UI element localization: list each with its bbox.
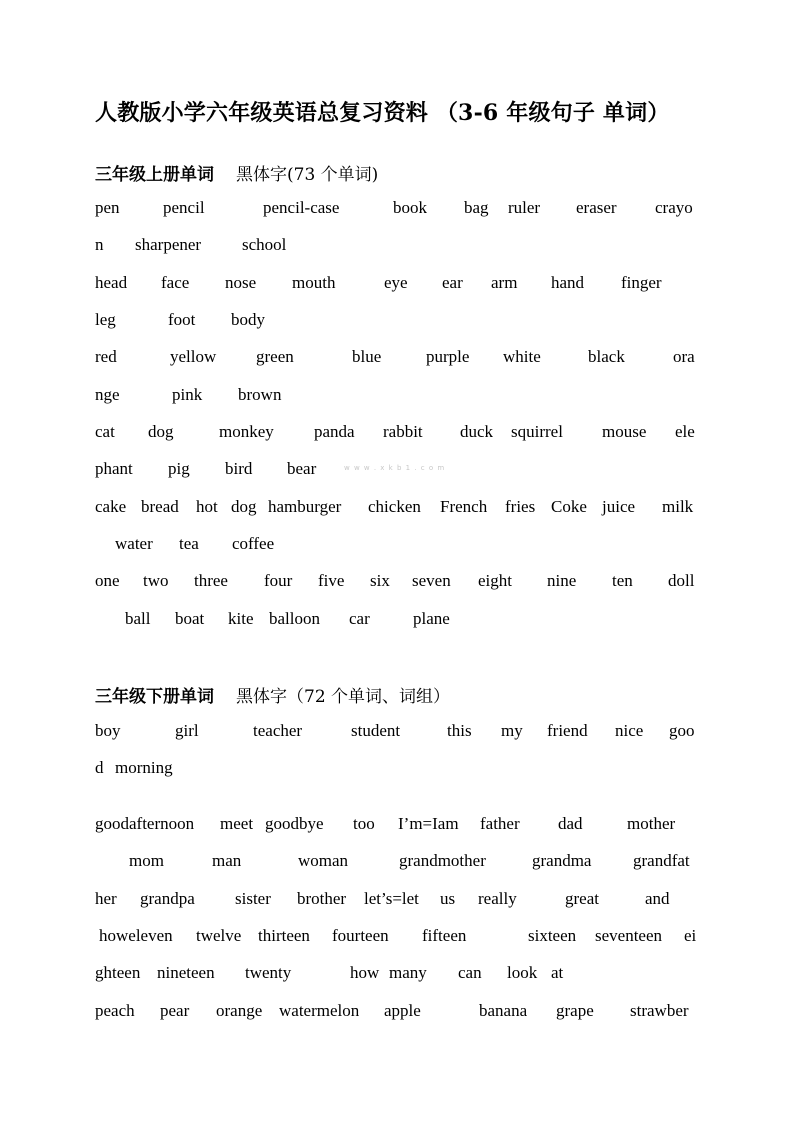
word: twelve xyxy=(196,926,242,945)
word-line xyxy=(95,198,700,224)
word: eight xyxy=(478,571,512,590)
word: dog xyxy=(148,422,174,441)
word: I’m=Iam xyxy=(398,814,459,833)
word: howeleven xyxy=(99,926,173,945)
word-line xyxy=(95,926,700,952)
word: coffee xyxy=(232,534,275,553)
word: tea xyxy=(179,534,199,553)
word: rabbit xyxy=(383,422,423,441)
word: grandma xyxy=(532,851,592,870)
word: finger xyxy=(621,273,662,292)
word: green xyxy=(256,347,294,366)
word: d xyxy=(95,758,104,777)
word: sister xyxy=(235,889,271,908)
word: mouse xyxy=(602,422,647,441)
word: ten xyxy=(612,571,633,590)
word: n xyxy=(95,235,104,254)
word: six xyxy=(370,571,390,590)
word-line xyxy=(95,310,700,336)
word: four xyxy=(264,571,293,590)
word: friend xyxy=(547,721,588,740)
word: two xyxy=(143,571,169,590)
word: meet xyxy=(220,814,254,833)
word: ghteen xyxy=(95,963,141,982)
word: twenty xyxy=(245,963,292,982)
word: crayo xyxy=(655,198,693,217)
word: French xyxy=(440,497,488,516)
word: ear xyxy=(442,273,463,292)
word: mom xyxy=(129,851,164,870)
word: and xyxy=(645,889,670,908)
word: nge xyxy=(95,385,120,404)
word: grandmother xyxy=(399,851,486,870)
word: morning xyxy=(115,758,173,777)
word: hot xyxy=(196,497,218,516)
word: water xyxy=(115,534,153,553)
word: teacher xyxy=(253,721,303,740)
word: nineteen xyxy=(157,963,215,982)
section-heading-grade3-first xyxy=(95,160,378,185)
word: grape xyxy=(556,1001,594,1020)
word: sixteen xyxy=(528,926,577,945)
word: cake xyxy=(95,497,127,516)
word: Coke xyxy=(551,497,587,516)
word: body xyxy=(231,310,265,329)
word-line xyxy=(95,721,700,747)
word: seven xyxy=(412,571,451,590)
word-line xyxy=(95,889,700,915)
word-line xyxy=(95,758,700,784)
word: nice xyxy=(615,721,644,740)
word: three xyxy=(194,571,228,590)
word: book xyxy=(393,198,427,217)
word-line xyxy=(95,385,700,411)
word: school xyxy=(242,235,287,254)
word: pencil xyxy=(163,198,205,217)
word: cat xyxy=(95,422,115,441)
word: fifteen xyxy=(422,926,467,945)
word: nine xyxy=(547,571,577,590)
word: pink xyxy=(172,385,203,404)
word: student xyxy=(351,721,401,740)
word-line xyxy=(95,609,700,635)
word: fourteen xyxy=(332,926,389,945)
word: bird xyxy=(225,459,253,478)
word: squirrel xyxy=(511,422,563,441)
word: this xyxy=(447,721,472,740)
word: purple xyxy=(426,347,470,366)
word: dad xyxy=(558,814,583,833)
word: bag xyxy=(464,198,489,217)
word: strawber xyxy=(630,1001,689,1020)
word: balloon xyxy=(269,609,320,628)
word: seventeen xyxy=(595,926,663,945)
word: grandpa xyxy=(140,889,195,908)
word: blue xyxy=(352,347,382,366)
word-line xyxy=(95,963,700,989)
section-heading-note: 黑体字(73 个单词) xyxy=(236,165,379,185)
word: yellow xyxy=(170,347,217,366)
word: ele xyxy=(675,422,695,441)
word: ora xyxy=(673,347,695,366)
word: foot xyxy=(168,310,196,329)
word: brother xyxy=(297,889,347,908)
word: chicken xyxy=(368,497,421,516)
word: panda xyxy=(314,422,355,441)
word: boat xyxy=(175,609,205,628)
word-line xyxy=(95,851,700,877)
word: hand xyxy=(551,273,585,292)
word: banana xyxy=(479,1001,528,1020)
word-line xyxy=(95,571,700,597)
word: ruler xyxy=(508,198,541,217)
word-line xyxy=(95,814,700,840)
word: us xyxy=(440,889,456,908)
word: too xyxy=(353,814,375,833)
word: leg xyxy=(95,310,116,329)
word-line xyxy=(95,1001,700,1027)
word: can xyxy=(458,963,482,982)
word-line xyxy=(95,422,700,448)
word: brown xyxy=(238,385,282,404)
section-heading-note: 黑体字（72 个单词、词组） xyxy=(236,687,451,707)
word: ei xyxy=(684,926,697,945)
word: pen xyxy=(95,198,120,217)
word: many xyxy=(389,963,427,982)
word: juice xyxy=(602,497,636,516)
word: red xyxy=(95,347,117,366)
word: plane xyxy=(413,609,450,628)
word: fries xyxy=(505,497,536,516)
word: pencil-case xyxy=(263,198,340,217)
word: at xyxy=(551,963,564,982)
word: how xyxy=(350,963,380,982)
word-line xyxy=(95,534,700,560)
word: white xyxy=(503,347,541,366)
word: black xyxy=(588,347,625,366)
word: duck xyxy=(460,422,494,441)
word: apple xyxy=(384,1001,421,1020)
word: look xyxy=(507,963,538,982)
word: goodafternoon xyxy=(95,814,195,833)
word: mouth xyxy=(292,273,336,292)
word: nose xyxy=(225,273,257,292)
word: milk xyxy=(662,497,694,516)
word: grandfat xyxy=(633,851,690,870)
word: one xyxy=(95,571,120,590)
word: pig xyxy=(168,459,190,478)
word: kite xyxy=(228,609,254,628)
word: peach xyxy=(95,1001,135,1020)
word: goodbye xyxy=(265,814,324,833)
word: let’s=let xyxy=(364,889,419,908)
word-line xyxy=(95,497,700,523)
word: hamburger xyxy=(268,497,342,516)
word: face xyxy=(161,273,190,292)
word: my xyxy=(501,721,523,740)
word: her xyxy=(95,889,117,908)
word: eye xyxy=(384,273,408,292)
word: mother xyxy=(627,814,676,833)
word: bread xyxy=(141,497,179,516)
word: arm xyxy=(491,273,518,292)
section-heading-bold: 三年级下册单词 xyxy=(95,687,214,707)
word: watermelon xyxy=(279,1001,360,1020)
word: woman xyxy=(298,851,349,870)
word: boy xyxy=(95,721,121,740)
watermark: w w w . x k b 1 . c o m xyxy=(344,464,446,472)
word: pear xyxy=(160,1001,190,1020)
word-line xyxy=(95,235,700,261)
word: head xyxy=(95,273,128,292)
word: sharpener xyxy=(135,235,202,254)
word: man xyxy=(212,851,242,870)
word: five xyxy=(318,571,345,590)
word: monkey xyxy=(219,422,274,441)
word: eraser xyxy=(576,198,617,217)
word: doll xyxy=(668,571,695,590)
page-title: 人教版小学六年级英语总复习资料 （3-6 年级句子 单词） xyxy=(95,100,670,126)
section-heading-bold: 三年级上册单词 xyxy=(95,165,214,185)
word: great xyxy=(565,889,599,908)
word: goo xyxy=(669,721,695,740)
word: dog xyxy=(231,497,257,516)
section-heading-grade3-second xyxy=(95,682,450,707)
word-line xyxy=(95,347,700,373)
word: father xyxy=(480,814,520,833)
word: girl xyxy=(175,721,199,740)
word: really xyxy=(478,889,517,908)
word-line xyxy=(95,273,700,299)
word: ball xyxy=(125,609,151,628)
word: thirteen xyxy=(258,926,310,945)
word: car xyxy=(349,609,370,628)
word-line xyxy=(95,459,700,485)
word: orange xyxy=(216,1001,263,1020)
word: phant xyxy=(95,459,133,478)
word: bear xyxy=(287,459,317,478)
